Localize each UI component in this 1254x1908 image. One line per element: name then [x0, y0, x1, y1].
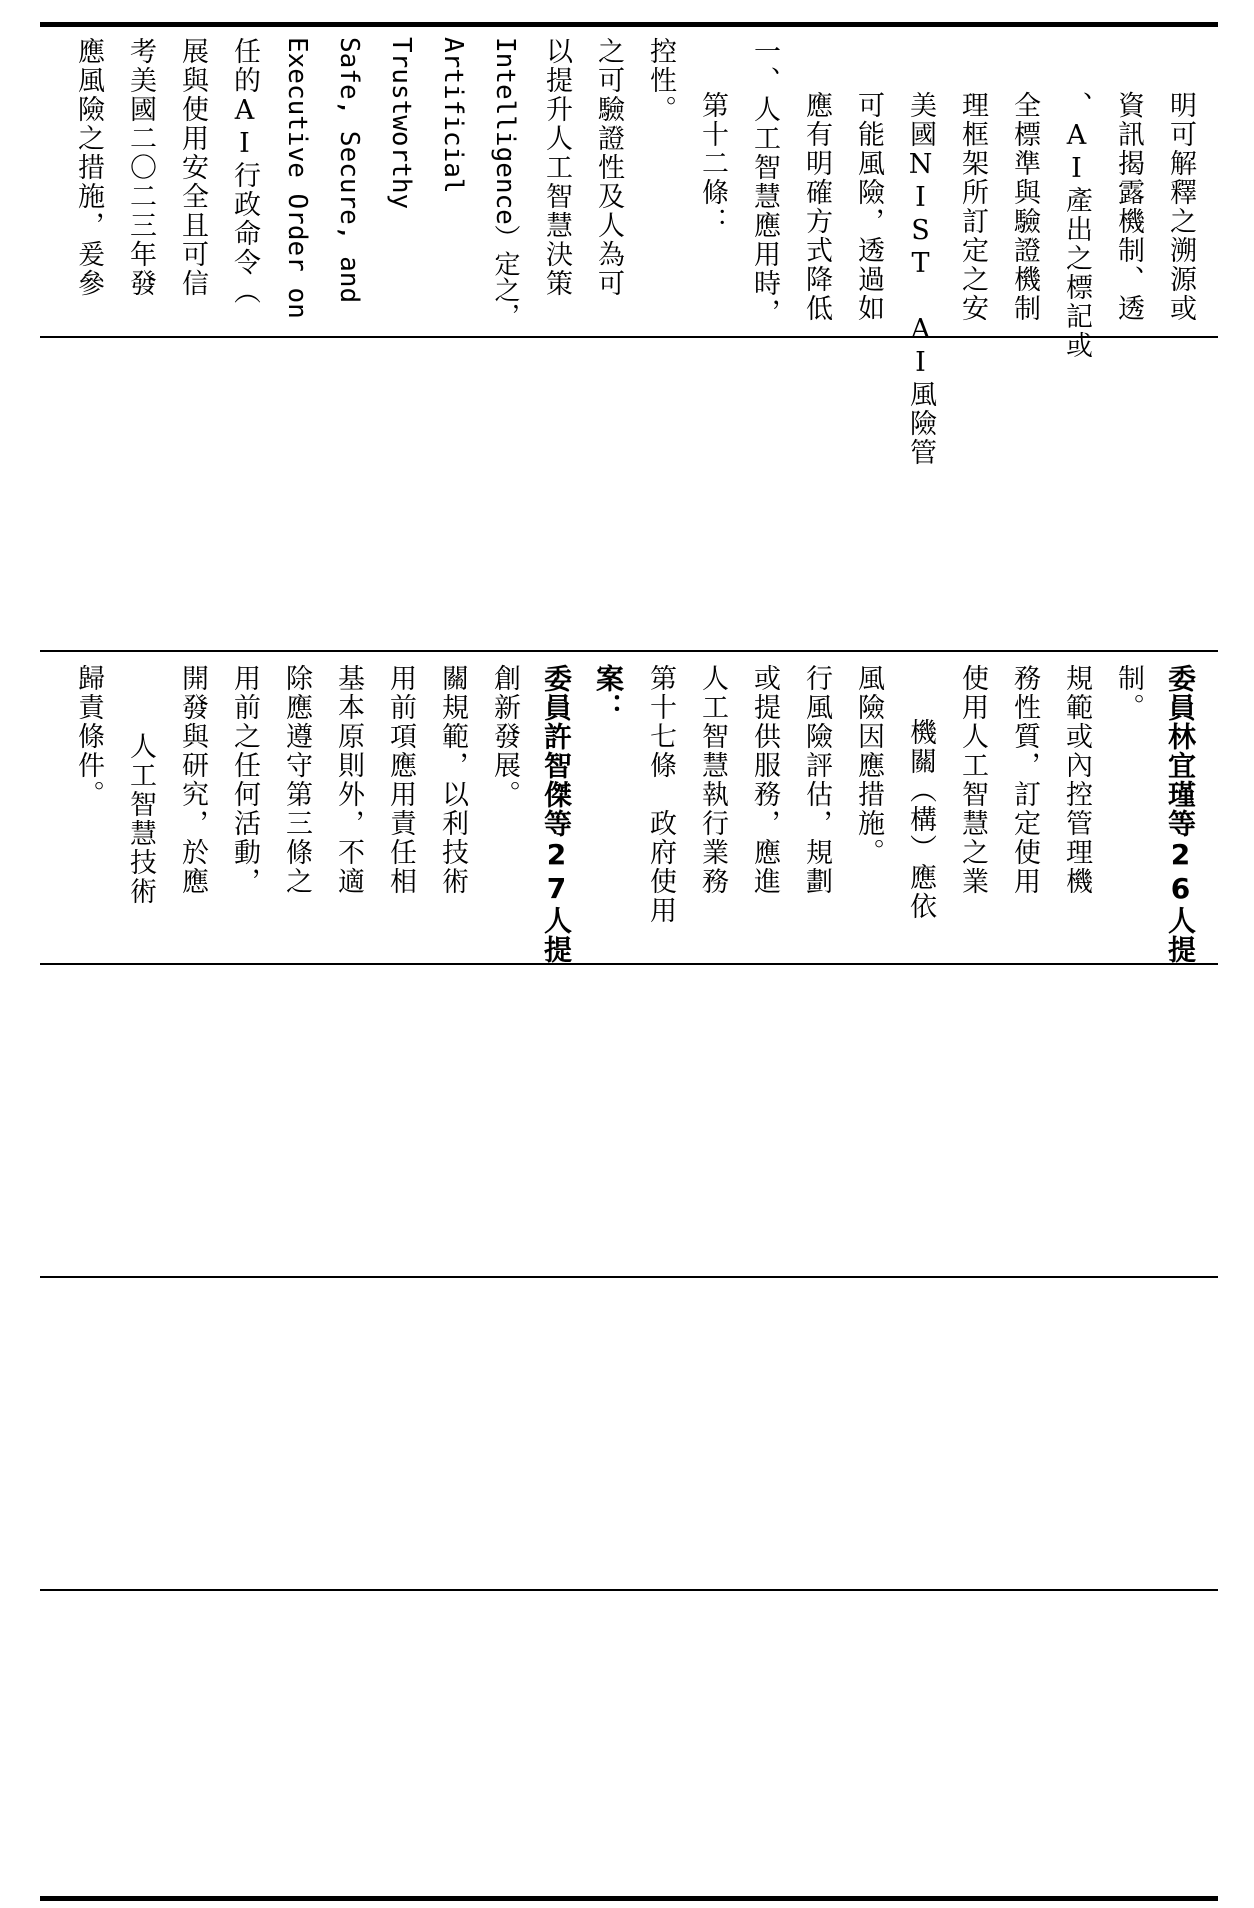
text-column: 使用人工智慧之業 [957, 664, 988, 896]
text-column: 制。 [1113, 664, 1144, 722]
table-cell-empty [40, 1593, 1218, 1894]
table-bottom-rule [40, 1896, 1218, 1901]
row-divider [40, 650, 1218, 652]
text-column: 規範或內控管理機 [1061, 664, 1092, 896]
table-cell-explanation [40, 27, 1218, 467]
proposer-heading: 委員許智傑等27人提 [540, 664, 573, 964]
text-column: 或提供服務，應進 [749, 664, 780, 896]
proposer-heading: 案： [592, 664, 625, 722]
text-column: 關規範，以利技術 [437, 664, 468, 896]
text-column: 機關（構）應依 [905, 718, 936, 921]
row-divider [40, 1276, 1218, 1278]
text-column: 、AI產出之標記或 [1061, 91, 1092, 360]
proposer-heading: 委員林宜瑾等26人提 [1164, 664, 1197, 964]
text-column: 應有明確方式降低 [801, 91, 832, 323]
text-column: 明可解釋之溯源或 [1165, 91, 1196, 323]
text-column: 用前之任何活動， [229, 664, 260, 896]
article-heading: 第十二條： [697, 91, 728, 236]
text-column: Trustworthy [386, 37, 416, 210]
article-heading: 第十七條 政府使用 [645, 664, 676, 925]
text-column: 以提升人工智慧決策 [541, 37, 572, 298]
text-column: 務性質，訂定使用 [1009, 664, 1040, 896]
table-cell-empty [40, 340, 1218, 648]
text-column: 應風險之措施，爰參 [73, 37, 104, 298]
row-divider [40, 1589, 1218, 1591]
row-divider [40, 963, 1218, 965]
text-column: 可能風險，透過如 [853, 91, 884, 323]
text-column: 理框架所訂定之安 [957, 91, 988, 323]
text-column: 考美國二〇二三年發 [125, 37, 156, 298]
text-column: 創新發展。 [489, 664, 520, 809]
text-column: 一、人工智慧應用時， [749, 37, 780, 327]
text-column: 控性。 [645, 37, 676, 124]
text-column: Intelligence）定之， [490, 37, 520, 329]
text-column: 展與使用安全且可信 [177, 37, 208, 298]
text-column: 人工智慧執行業務 [697, 664, 728, 896]
text-column: 歸責條件。 [73, 664, 104, 809]
text-column: Safe, Secure, and [334, 37, 364, 304]
text-column: 用前項應用責任相 [385, 664, 416, 896]
text-column: 資訊揭露機制、透 [1113, 91, 1144, 323]
text-column: 基本原則外，不適 [333, 664, 364, 896]
text-column: 任的AI行政命令（ [229, 37, 260, 306]
table-cell-proposals [40, 654, 1218, 963]
text-column: 開發與研究，於應 [177, 664, 208, 896]
text-column: 行風險評估，規劃 [801, 664, 832, 896]
table-cell-empty [40, 967, 1218, 1274]
text-column: 之可驗證性及人為可 [593, 37, 624, 298]
text-column: 美國NIST AI風險管 [905, 91, 936, 467]
row-divider [40, 336, 1218, 338]
text-column: Artificial [438, 37, 468, 194]
text-column: 全標準與驗證機制 [1009, 91, 1040, 323]
table-cell-empty [40, 1280, 1218, 1587]
text-column: 人工智慧技術 [125, 732, 156, 906]
text-column: 風險因應措施。 [853, 664, 884, 867]
text-column: 除應遵守第三條之 [281, 664, 312, 896]
text-column: Executive Order on [282, 37, 312, 319]
